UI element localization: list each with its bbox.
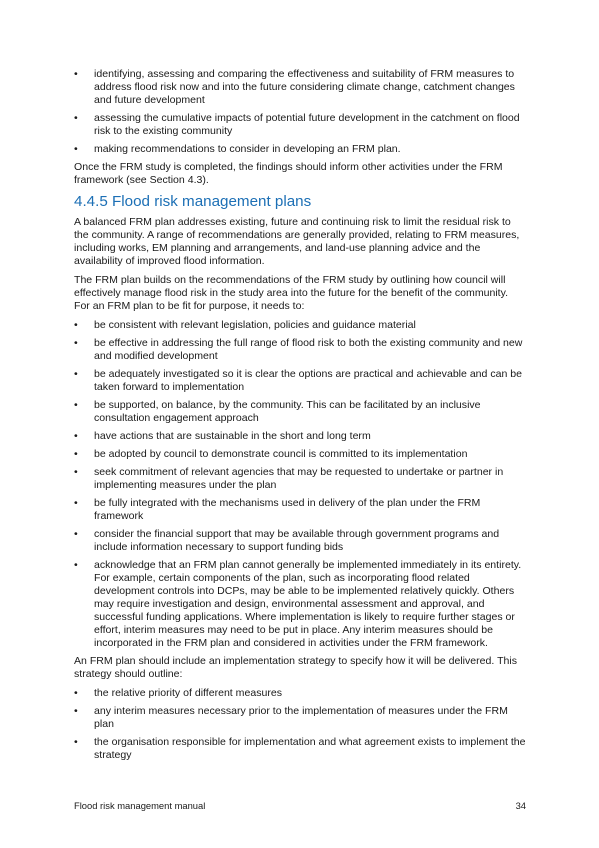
bullet-icon: •	[74, 430, 78, 442]
list-item	[74, 368, 526, 394]
list-item-text: consider the financial support that may be available through government programs and include information necessary to support funding bids	[94, 528, 500, 553]
bullet-icon: •	[74, 705, 78, 717]
list-item	[74, 319, 526, 332]
list-item-text: identifying, assessing and comparing the effectiveness and suitability of FRM measures to address flood risk now and into the future considering climate change, catchment changes and future development	[94, 68, 515, 106]
page-content	[74, 68, 526, 767]
bullet-icon: •	[74, 399, 78, 411]
bullet-icon: •	[74, 497, 78, 509]
paragraph-plan-builds: The FRM plan builds on the recommendations of the FRM study by outlining how council will effectively manage flood risk in the study area into the future for the benefit of the community. For an FRM plan to be fit for purpose, it needs to:	[74, 274, 509, 312]
bullet-list-strategy	[74, 687, 526, 762]
bullet-icon: •	[74, 448, 78, 460]
list-item	[74, 112, 526, 138]
list-item	[74, 559, 526, 650]
list-item-text: the relative priority of different measures	[94, 687, 282, 699]
list-item	[74, 430, 526, 443]
list-item-text: seek commitment of relevant agencies that may be requested to undertake or partner in implementing measures under the plan	[94, 466, 504, 491]
bullet-icon: •	[74, 687, 78, 699]
bullet-icon: •	[74, 68, 78, 80]
list-item-text: be supported, on balance, by the community. This can be facilitated by an inclusive consultation engagement approach	[94, 399, 481, 424]
list-item	[74, 448, 526, 461]
footer-document-title: Flood risk management manual	[74, 800, 206, 811]
list-item	[74, 337, 526, 363]
paragraph-implementation-strategy: An FRM plan should include an implementation strategy to specify how it will be delivered. This strategy should outline:	[74, 655, 517, 680]
list-item-text: be fully integrated with the mechanisms used in delivery of the plan under the FRM framework	[94, 497, 481, 522]
list-item	[74, 143, 526, 156]
list-item-text: be adopted by council to demonstrate council is committed to its implementation	[94, 448, 468, 460]
paragraph-study-completed: Once the FRM study is completed, the findings should inform other activities under the FRM framework (see Section 4.3).	[74, 161, 503, 186]
list-item-text: making recommendations to consider in developing an FRM plan.	[94, 143, 401, 155]
list-item	[74, 687, 526, 700]
list-item	[74, 68, 526, 107]
list-item	[74, 399, 526, 425]
bullet-icon: •	[74, 112, 78, 124]
list-item-text: the organisation responsible for implementation and what agreement exists to implement the strategy	[94, 736, 526, 761]
bullet-icon: •	[74, 736, 78, 748]
list-item-text: be adequately investigated so it is clear the options are practical and achievable and can be taken forward to implementation	[94, 368, 523, 393]
section-heading: 4.4.5 Flood risk management plans	[74, 193, 312, 210]
bullet-icon: •	[74, 143, 78, 155]
bullet-icon: •	[74, 337, 78, 349]
list-item	[74, 736, 526, 762]
footer-page-number: 34	[515, 800, 526, 811]
list-item	[74, 497, 526, 523]
list-item	[74, 528, 526, 554]
list-item	[74, 705, 526, 731]
bullet-icon: •	[74, 466, 78, 478]
bullet-icon: •	[74, 368, 78, 380]
bullet-icon: •	[74, 528, 78, 540]
paragraph-balanced-plan: A balanced FRM plan addresses existing, future and continuing risk to limit the residual risk to the community. A range of recommendations are generally provided, relating to FRM measures, including works, EM planning and arrangements, and land-use planning advice and the availability of improved flood information.	[74, 216, 520, 267]
bullet-list-study-activities	[74, 68, 526, 156]
list-item-text: assessing the cumulative impacts of potential future development in the catchment on flood risk to the existing community	[94, 112, 520, 137]
bullet-list-fit-for-purpose	[74, 319, 526, 650]
bullet-icon: •	[74, 559, 78, 571]
list-item-text: be consistent with relevant legislation, policies and guidance material	[94, 319, 416, 331]
list-item-text: any interim measures necessary prior to the implementation of measures under the FRM plan	[94, 705, 508, 730]
list-item-text: acknowledge that an FRM plan cannot generally be implemented immediately in its entirety. For example, certain components of the plan, such as incorporating flood related development controls into DCPs, may be able to be implemented relatively quickly. Others may require investigation and design, environmental assessment and approval, and successful funding applications. Where implementation is likely to require further stages or effort, interim measures may need to be put in place. Any interim measures should be incorporated in the FRM plan and considered in activities under the FRM framework.	[94, 559, 522, 649]
list-item-text: be effective in addressing the full range of flood risk to both the existing community and new and modified development	[94, 337, 523, 362]
list-item	[74, 466, 526, 492]
list-item-text: have actions that are sustainable in the short and long term	[94, 430, 371, 442]
bullet-icon: •	[74, 319, 78, 331]
